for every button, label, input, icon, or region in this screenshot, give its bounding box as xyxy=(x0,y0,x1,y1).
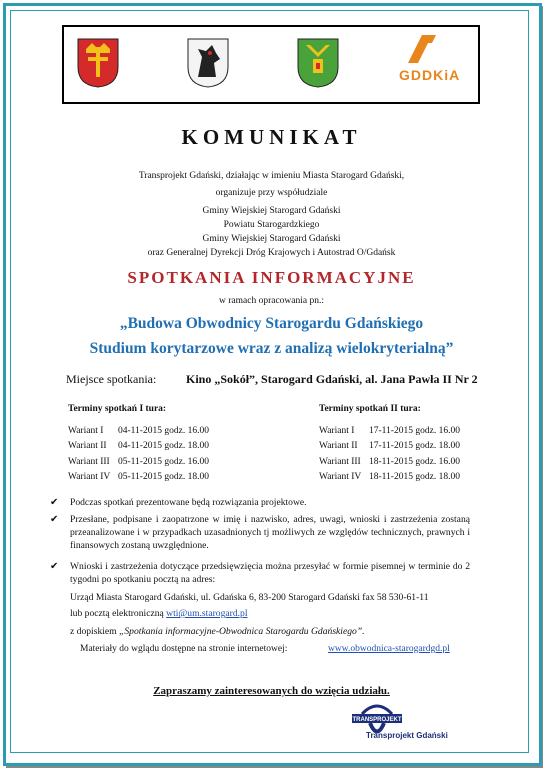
materials-line xyxy=(80,644,287,654)
starogard-crest-icon xyxy=(76,37,120,89)
variant-date: 17-11-2015 godz. 18.00 xyxy=(369,441,460,451)
bullet-item xyxy=(50,560,470,586)
project-title-line-1: „Budowa Obwodnicy Starogardu Gdańskiego xyxy=(119,315,424,332)
gddkia-logo-icon xyxy=(404,33,440,65)
table-row xyxy=(68,455,209,471)
table-row xyxy=(319,455,460,471)
variant-date: 18-11-2015 godz. 16.00 xyxy=(369,456,460,467)
variant-label: Wariant IV xyxy=(68,472,111,482)
intro-line-5: Gminy Wiejskiej Starogard Gdański xyxy=(202,234,341,244)
check-icon: ✔ xyxy=(50,497,59,508)
variant-label: Wariant IV xyxy=(319,472,362,482)
variant-date: 04-11-2015 godz. 18.00 xyxy=(118,441,209,451)
variant-date: 18-11-2015 godz. 18.00 xyxy=(369,472,460,482)
transprojekt-logo-text: TRANSPROJEKT xyxy=(352,717,402,723)
powiat-gryphon-crest-icon xyxy=(186,37,230,89)
logos-box xyxy=(62,25,480,104)
section-heading: SPOTKANIA INFORMACYJNE xyxy=(127,268,416,287)
note-text: „Spotkania informacyjne-Obwodnica Starogardu Gdańskiego”. xyxy=(119,626,365,637)
intro-line-2: organizuje przy współudziale xyxy=(215,188,328,198)
bullet-item xyxy=(50,496,470,509)
note-line xyxy=(70,625,470,638)
variant-label: Wariant III xyxy=(68,456,110,467)
variant-date: 05-11-2015 godz. 18.00 xyxy=(118,472,209,482)
table-row xyxy=(319,439,460,455)
email-line xyxy=(70,607,470,620)
check-icon: ✔ xyxy=(50,561,59,572)
intro-line-1: Transprojekt Gdański, działając w imieniu Miasta Starogard Gdański, xyxy=(138,171,405,181)
invitation-text: Zapraszamy zainteresowanych do wzięcia udziału. xyxy=(153,685,390,697)
variant-date: 04-11-2015 godz. 16.00 xyxy=(118,425,209,436)
variant-label: Wariant I xyxy=(319,425,355,436)
variant-label: Wariant I xyxy=(68,425,104,436)
gmina-crest-icon xyxy=(296,37,340,89)
table-row xyxy=(319,470,460,486)
variant-label: Wariant II xyxy=(68,441,107,451)
variant-date: 17-11-2015 godz. 16.00 xyxy=(369,425,460,436)
round-1-table xyxy=(68,402,209,486)
table-row xyxy=(319,424,460,440)
round-1-header: Terminy spotkań I tura: xyxy=(68,404,167,414)
bullet-text: Podczas spotkań prezentowane będą rozwiązania projektowe. xyxy=(70,497,307,508)
company-name: Transprojekt Gdański xyxy=(366,731,448,740)
address-line: Urząd Miasta Starogard Gdański, ul. Gdańska 6, 83-200 Starogard Gdański fax 58 530-61-11 xyxy=(70,592,429,603)
bullet-text: Przesłane, podpisane i zaopatrzone w imię i nazwisko, adres, uwagi, wnioski i zastrzeżenia zostaną przeanalizowane i w przypadkach uzasadnionych tj możliwych ze względów technicznych, prawnych i finansowych zostaną uwzględnione. xyxy=(70,514,470,551)
variant-date: 05-11-2015 godz. 16.00 xyxy=(118,456,209,467)
variant-label: Wariant III xyxy=(319,456,361,467)
email-prefix: lub pocztą elektroniczną xyxy=(70,608,164,619)
materials-text: Materiały do wglądu dostępne na stronie internetowej: xyxy=(80,644,288,654)
intro-line-4: Powiatu Starogardzkiego xyxy=(223,220,320,230)
place-value: Kino „Sokół”, Starogard Gdański, al. Jana Pawła II Nr 2 xyxy=(186,372,478,386)
intro-line-6: oraz Generalnej Dyrekcji Dróg Krajowych i Autostrad O/Gdańsk xyxy=(147,248,396,258)
variant-label: Wariant II xyxy=(319,441,358,451)
table-row xyxy=(68,470,209,486)
table-row xyxy=(68,439,209,455)
check-icon: ✔ xyxy=(50,514,59,525)
gddkia-logo-text: GDDKiA xyxy=(399,67,461,83)
round-2-table xyxy=(319,402,460,486)
page-title: KOMUNIKAT xyxy=(181,125,362,149)
bullet-text: Wnioski i zastrzeżenia dotyczące przedsięwzięcia można przesyłać w formie pisemnej w terminie do 2 tygodni po spotkaniu pocztą na adres: xyxy=(70,561,470,585)
email-link[interactable]: wti@um.starogard.pl xyxy=(166,608,248,619)
table-row xyxy=(68,424,209,440)
project-title-line-2: Studium korytarzowe wraz z analizą wielokryterialną” xyxy=(89,340,454,357)
round-2-header: Terminy spotkań II tura: xyxy=(319,404,421,414)
note-prefix: z dopiskiem xyxy=(70,626,117,637)
bullet-item xyxy=(50,513,470,552)
place-label: Miejsce spotkania: xyxy=(66,372,157,386)
intro-line-3: Gminy Wiejskiej Starogard Gdański xyxy=(202,206,341,216)
subheading: w ramach opracowania pn.: xyxy=(219,296,324,306)
website-link[interactable]: www.obwodnica-starogardgd.pl xyxy=(328,644,450,654)
